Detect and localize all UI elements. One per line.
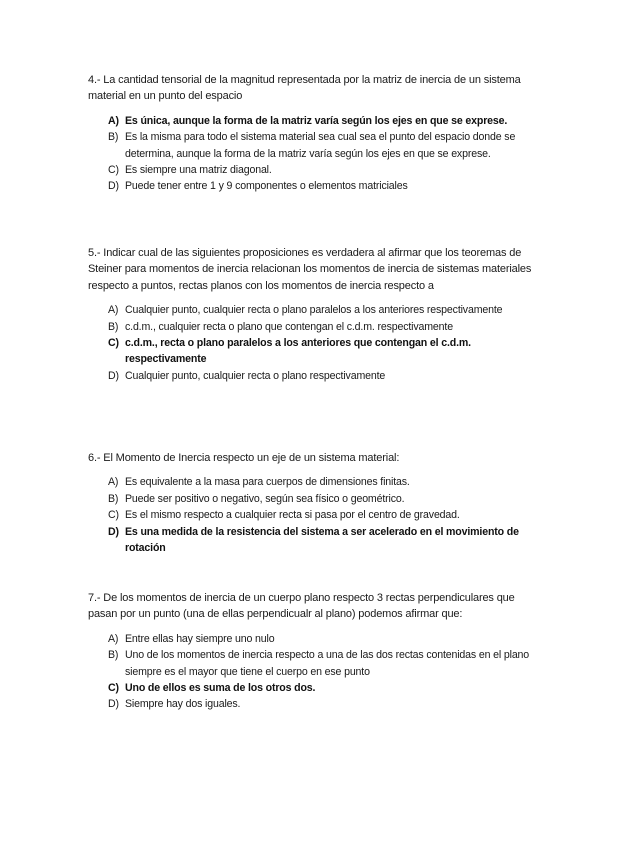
option-text: Es el mismo respecto a cualquier recta si pasa por el centro de gravedad.: [125, 509, 460, 522]
option-a: [88, 302, 538, 318]
question-text: 5.- Indicar cual de las siguientes proposiciones es verdadera al afirmar que los teoremas de Steiner para momentos de inercia relacionan los momentos de inercia de sistemas materiales respecto a puntos, rectas planos con los momentos de inercia respecto a: [88, 247, 532, 292]
option-c: [88, 162, 538, 178]
option-letter: D): [108, 369, 119, 382]
option-text: Cualquier punto, cualquier recta o plano paralelos a los anteriores respectivamente: [125, 304, 503, 317]
option-text: Puede ser positivo o negativo, según sea físico o geométrico.: [125, 492, 405, 505]
option-d: [88, 696, 538, 712]
option-b: [88, 491, 538, 507]
option-text: Es siempre una matriz diagonal.: [125, 164, 272, 177]
question-6: [88, 450, 538, 556]
option-text: Uno de los momentos de inercia respecto a una de las dos rectas contenidas en el plano siempre es el mayor que tiene el cuerpo en ese punto: [125, 649, 530, 678]
question-text: 7.- De los momentos de inercia de un cuerpo plano respecto 3 rectas perpendiculares que pasan por un punto (una de ellas perpendicualr al plano) podemos afirmar que:: [88, 592, 515, 621]
option-list: [88, 474, 538, 556]
option-text: Es única, aunque la forma de la matriz varía según los ejes en que se exprese.: [125, 114, 508, 127]
question-4: [88, 72, 538, 195]
option-c: [88, 680, 538, 696]
option-list: [88, 631, 538, 713]
option-text: Es una medida de la resistencia del sistema a ser acelerado en el movimiento de rotación: [125, 525, 519, 555]
option-text: Es la misma para todo el sistema material sea cual sea el punto del espacio donde se determina, aunque la forma de la matriz varía según los ejes en que se exprese.: [125, 131, 516, 160]
option-c: [88, 507, 538, 523]
question-7: [88, 590, 538, 713]
option-text: Cualquier punto, cualquier recta o plano respectivamente: [125, 369, 386, 382]
question-text: 6.- El Momento de Inercia respecto un eje de un sistema material:: [88, 452, 400, 464]
option-b: [88, 647, 538, 680]
option-text: Puede tener entre 1 y 9 componentes o elementos matriciales: [125, 180, 408, 193]
option-letter: A): [108, 476, 119, 489]
option-letter: C): [108, 682, 119, 695]
option-letter: B): [108, 131, 119, 144]
option-text: c.d.m., recta o plano paralelos a los anteriores que contengan el c.d.m. respectivamente: [125, 337, 471, 366]
option-letter: C): [108, 164, 119, 177]
option-letter: A): [108, 632, 119, 645]
option-d: [88, 368, 538, 384]
option-list: [88, 113, 538, 195]
option-b: [88, 319, 538, 335]
option-text: Entre ellas hay siempre uno nulo: [125, 632, 275, 645]
option-b: [88, 129, 538, 162]
option-text: Uno de ellos es suma de los otros dos.: [125, 682, 316, 695]
option-letter: A): [108, 114, 119, 127]
option-letter: D): [108, 698, 119, 711]
question-text: 4.- La cantidad tensorial de la magnitud representada por la matriz de inercia de un sistema material en un punto del espacio: [88, 74, 521, 103]
option-letter: C): [108, 337, 119, 350]
option-letter: B): [108, 649, 119, 662]
option-letter: D): [108, 525, 119, 538]
option-c: [88, 335, 538, 368]
option-a: [88, 113, 538, 129]
option-text: Siempre hay dos iguales.: [125, 698, 241, 711]
question-5: [88, 245, 538, 384]
option-letter: B): [108, 320, 119, 333]
option-d: [88, 178, 538, 194]
option-list: [88, 302, 538, 384]
option-a: [88, 474, 538, 490]
option-letter: B): [108, 492, 119, 505]
option-letter: A): [108, 304, 119, 317]
option-letter: D): [108, 180, 119, 193]
option-a: [88, 631, 538, 647]
option-d: [88, 524, 538, 557]
option-text: Es equivalente a la masa para cuerpos de dimensiones finitas.: [125, 476, 410, 489]
option-letter: C): [108, 509, 119, 522]
option-text: c.d.m., cualquier recta o plano que contengan el c.d.m. respectivamente: [125, 320, 453, 333]
